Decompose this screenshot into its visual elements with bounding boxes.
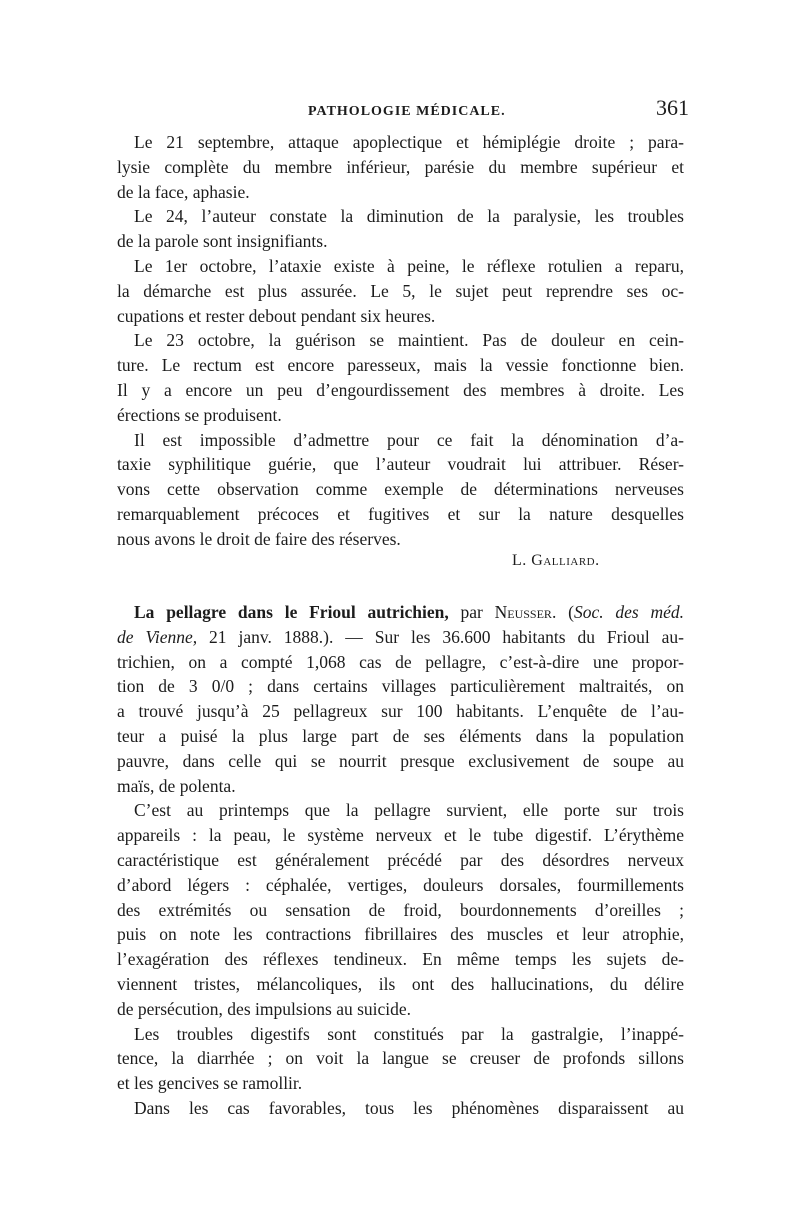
text-line: d’abord légers : céphalée, vertiges, douleurs dorsales, fourmillements: [117, 874, 684, 895]
text-line: appareils : la peau, le système nerveux et le tube digestif. L’érythème: [117, 825, 684, 846]
text-line: tence, la diarrhée ; on voit la langue se creuser de profonds sillons: [117, 1048, 684, 1069]
review-ref-line: [117, 625, 684, 650]
text-line: nous avons le droit de faire des réserves.: [117, 528, 401, 549]
text-line: viennent tristes, mélancoliques, ils ont des hallucinations, du délire: [117, 973, 684, 994]
review-text: [117, 600, 684, 1121]
text-line: a trouvé jusqu’à 25 pellagreux sur 100 habitants. L’enquête de l’au-: [117, 701, 684, 722]
author-signature: L. Galliard.: [512, 552, 600, 569]
ref-open: . (: [551, 602, 574, 622]
text-line: de la parole sont insignifiants.: [117, 231, 328, 252]
text-line: et les gencives se ramollir.: [117, 1073, 303, 1094]
text-line: Dans les cas favorables, tous les phénomènes disparaissent au: [134, 1097, 684, 1118]
journal-name-cont: de Vienne,: [117, 626, 198, 647]
text-line: l’exagération des réflexes tendineux. En même temps les sujets de-: [117, 949, 684, 970]
running-title: PATHOLOGIE MÉDICALE.: [308, 104, 506, 119]
text-line: des extrémités ou sensation de froid, bourdonnements d’oreilles ;: [117, 899, 684, 920]
text-line: Il y a encore un peu d’engourdissement des membres à droite. Les: [117, 379, 684, 400]
text-line: pauvre, dans celle qui se nourrit presque exclusivement de soupe au: [117, 750, 684, 771]
text-line: tion de 3 0/0 ; dans certains villages particulièrement maltraités, on: [117, 676, 684, 697]
text-line: Le 1er octobre, l’ataxie existe à peine, le réflexe rotulien a reparu,: [134, 255, 684, 276]
text-line: ture. Le rectum est encore paresseux, mais la vessie fonctionne bien.: [117, 355, 684, 376]
review-heading-line: [117, 600, 684, 625]
text-line: caractéristique est généralement précédé par des désordres nerveux: [117, 849, 684, 870]
text-line: lysie complète du membre inférieur, parésie du membre supérieur et: [117, 156, 684, 177]
text-line: Le 21 septembre, attaque apoplectique et hémiplégie droite ; para-: [134, 132, 684, 152]
text-line: cupations et rester debout pendant six heures.: [117, 305, 436, 326]
text-line: Le 24, l’auteur constate la diminution de la paralysie, les troubles: [134, 206, 684, 227]
text-line: maïs, de polenta.: [117, 775, 236, 796]
article-title: La pellagre dans le Frioul autrichien,: [134, 602, 449, 622]
text-line: teur a puisé la plus large part de ses éléments dans la population: [117, 725, 684, 746]
text-line: taxie syphilitique guérie, que l’auteur voudrait lui attribuer. Réser-: [117, 454, 684, 475]
article-author: Neusser: [494, 602, 552, 622]
text-line: Il est impossible d’admettre pour ce fait la dénomination d’a-: [134, 429, 684, 450]
text-line: la démarche est plus assurée. Le 5, le sujet peut reprendre ses oc-: [117, 280, 684, 301]
text-line: trichien, on a compté 1,068 cas de pellagre, c’est-à-dire une propor-: [117, 651, 684, 672]
ref-date: 21 janv. 1888.). — Sur les 36.600 habitants du Frioul au-: [197, 626, 684, 647]
text-line: Le 23 octobre, la guérison se maintient. Pas de douleur en cein-: [134, 330, 684, 351]
text-line: Les troubles digestifs sont constitués par la gastralgie, l’inappé-: [134, 1023, 684, 1044]
text-line: érections se produisent.: [117, 404, 282, 425]
text-line: C’est au printemps que la pellagre survient, elle porte sur trois: [134, 800, 684, 821]
text-line: de la face, aphasie.: [117, 181, 250, 202]
text-line: remarquablement précoces et fugitives et sur la nature desquelles: [117, 503, 684, 524]
by-word: par: [448, 602, 495, 622]
journal-name: Soc. des méd.: [573, 602, 684, 622]
text-line: puis on note les contractions fibrillaires des muscles et leur atrophie,: [117, 924, 684, 945]
text-line: vons cette observation comme exemple de déterminations nerveuses: [117, 479, 684, 500]
page-number: 361: [656, 95, 689, 120]
observation-text: [117, 130, 684, 552]
text-line: de persécution, des impulsions au suicide.: [117, 998, 412, 1019]
